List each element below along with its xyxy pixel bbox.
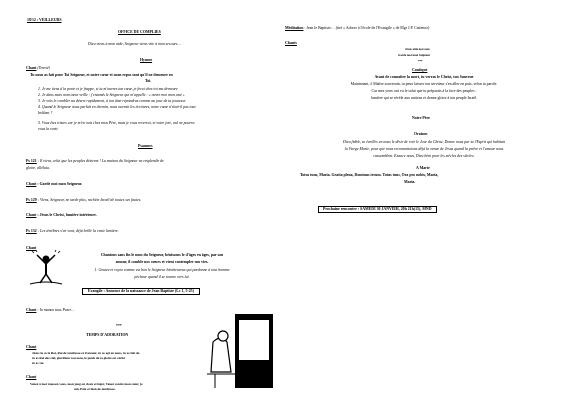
- verse-line: 4. Quand le Seigneur nous parlait en chemin, nous ouvrait les écritures, notre cœur n'était-il pas tout: [38, 105, 196, 109]
- chant3-line: [26, 213, 97, 218]
- oraison-line: Dieu fidèle, tu éveilles en nous le désir de voir le Jour du Christ. Donne nous par ta l'Esprit qui habitait: [342, 140, 506, 144]
- chant2-label: Chant: [26, 182, 37, 186]
- evangile-box: Evangile : Annonce de la naissance de Jean Baptiste (Lc 1, 5-25): [82, 288, 200, 295]
- chants-small-line: Jésus aide moi sans: [405, 47, 430, 51]
- hymne-label: Hymne: [140, 58, 153, 62]
- invitation-text: Dieu viens à mon aide, Seigneur viens vite à mon secours…: [88, 42, 182, 46]
- stars-divider: ***: [116, 324, 122, 328]
- chant4-line: Chantons sans fin le nom du Seigneur, bénissons le d'âges en âges, par son: [100, 253, 224, 257]
- chant4-line: 1. Goutez et voyez comme est bon le Seigneur bienheureux qui pardonne à tout homme: [94, 268, 230, 272]
- cantique-label: Cantique: [412, 68, 428, 72]
- verse-line: brûlant ?: [38, 111, 53, 115]
- meditation-label: Méditation: [285, 26, 304, 30]
- oraison-line: rassemblent. Exauce nous, Dieu béni pour les siècles des siècles.: [373, 154, 475, 158]
- psalm-ref: Ps 121: [26, 159, 37, 163]
- psalm-129: [26, 198, 141, 203]
- verse-line: vous la ravir.: [38, 127, 59, 131]
- psalm-text: : Viens, Seigneur, ne tarde plus, rachète Israël de toutes ses fautes.: [37, 198, 142, 202]
- chant7-line: suis Paix et bien de tendresse.: [74, 387, 116, 391]
- chant6-line: tu es Roi des ciel, glorifions ton nom, le poids de ta gloire est cécité: [32, 356, 125, 360]
- chant6-line: tu es vie.: [32, 361, 45, 365]
- psalm-132: [26, 229, 119, 234]
- marie-line: Totus tuus, Maria. Gratia plena, Dominus tecum. Totus tuus, Ora pro nobis, Maria,: [300, 173, 439, 177]
- chants-small-line: Garde moi mon Seigneur: [398, 53, 431, 57]
- chant4-line: amour, il comble nos cœurs et vient contempler nos vies.: [115, 260, 209, 264]
- stars-divider: ***: [418, 59, 423, 63]
- kneeling-figure-illustration: [205, 312, 275, 390]
- chant7-line: Venez à moi reposez-vous, mon joug est doux et léger, Venez contre mon cœur, je: [30, 382, 143, 386]
- cantique-line: lumière qui se révèle aux nations et donne gloire à ton peuple Israël.: [370, 96, 478, 100]
- notre-pere: Notre Père: [412, 116, 430, 120]
- chant1-label: Chant: [26, 66, 37, 70]
- chant5-text: : In manus tuas Pater…: [37, 308, 75, 312]
- psalm-text: : Il vient, celui que les peuples désirent ! La maison du Seigneur va resplendir de: [37, 159, 164, 163]
- oraison-line: la Vierge Marie, pour que nous reconnaissions déjà la venue de Jésus quand la prière et l'amour nous: [344, 147, 504, 151]
- oraison-label: Oraison: [414, 132, 428, 136]
- cantique-line: Maintenant, ô Maître souverain, tu peux laisser ton serviteur s'en aller en paix, selon ta parole.: [350, 82, 498, 86]
- marie-line: Maria.: [404, 180, 416, 184]
- verse-line: 3. Je vois le combler au désert rapidement, à ton âme répondras comme au jour de ta jeunesse: [38, 99, 186, 103]
- chant3-label: Chant: [26, 213, 37, 217]
- chant4-line: pécheur quand il se tourne vers lui.: [134, 275, 190, 279]
- chant4-label: Chant: [26, 246, 37, 250]
- psalm-text: gloire, alléluia.: [26, 166, 50, 170]
- refrain-line: Toi.: [145, 79, 152, 83]
- chant5-line: [26, 308, 75, 313]
- chants-label: Chants: [285, 41, 297, 45]
- refrain-line: Tu nous as fait pour Toi Seigneur, et notre cœur et nous repos tant qu'il ne demeure en: [30, 73, 173, 77]
- verse-line: 1. Je me tiens à la porte et je frappe, si tu m'ouvres ton cœur, je ferai chez toi ma demeure: [38, 87, 178, 91]
- chant5-label: Chant: [26, 308, 37, 312]
- psalm-ref: Ps 132: [26, 229, 37, 233]
- verse-line: 2. Je dans mais nom cœur veille : j'entends le Seigneur qui m'appelle : « ouvre moi mon ami »: [38, 93, 185, 97]
- meditation-line: [285, 26, 429, 31]
- psaumes-label: Psaumes: [138, 144, 153, 148]
- verse-line: 5. Vous êtes tristes car je m'en vais chez mon Père, mais je vous reverrai, et votre joie, nul ne pourra: [38, 121, 195, 125]
- chant7-label: Chant: [26, 375, 37, 379]
- chant3-text: : Jésus le Christ, lumière intérieure.: [37, 213, 97, 217]
- psalm-121: [26, 159, 164, 164]
- a-marie-label: A Marie: [416, 166, 430, 170]
- office-title: OFFICE DE COMPLIES: [118, 30, 161, 34]
- psalm-ref: Ps 129: [26, 198, 37, 202]
- cantique-line: Car mes yeux ont vu le salut que tu préparais à la face des peuples :: [371, 89, 477, 93]
- chant2-line: [26, 182, 82, 187]
- chant6-line: Jésus tu es le Roi, Roi de tendresse et d'amour, tu as agi en nous, tu as fait de: [32, 351, 140, 355]
- chant1-meta: (Tenvié): [37, 66, 50, 70]
- prochaine-rencontre: Prochaine rencontre : SAMEDI 30 JANVIER, 20h 21h(15), MND: [318, 206, 437, 213]
- meditation-text: : Jean le Baptiste… (tiré « Adorer à l'école de l'Evangile » de Mgr J.P. Cattenoz): [304, 26, 430, 30]
- chant2-text: : Garde moi mon Seigneur.: [37, 182, 83, 186]
- psalm-text: : Les ténèbres s'en vont, déjà brille la vraie lumière.: [37, 229, 119, 233]
- chant1-line: [26, 66, 50, 71]
- date-header: 18/12 : VEILLEURS: [27, 18, 62, 22]
- praise-figure-illustration: [28, 250, 64, 286]
- chant6-label: Chant: [26, 345, 37, 349]
- adoration-title: TEMPS D'ADORATION: [86, 333, 129, 337]
- cantique-refrain: Avant de connaître la mort, tu verras le Christ, ton Sauveur: [374, 75, 474, 79]
